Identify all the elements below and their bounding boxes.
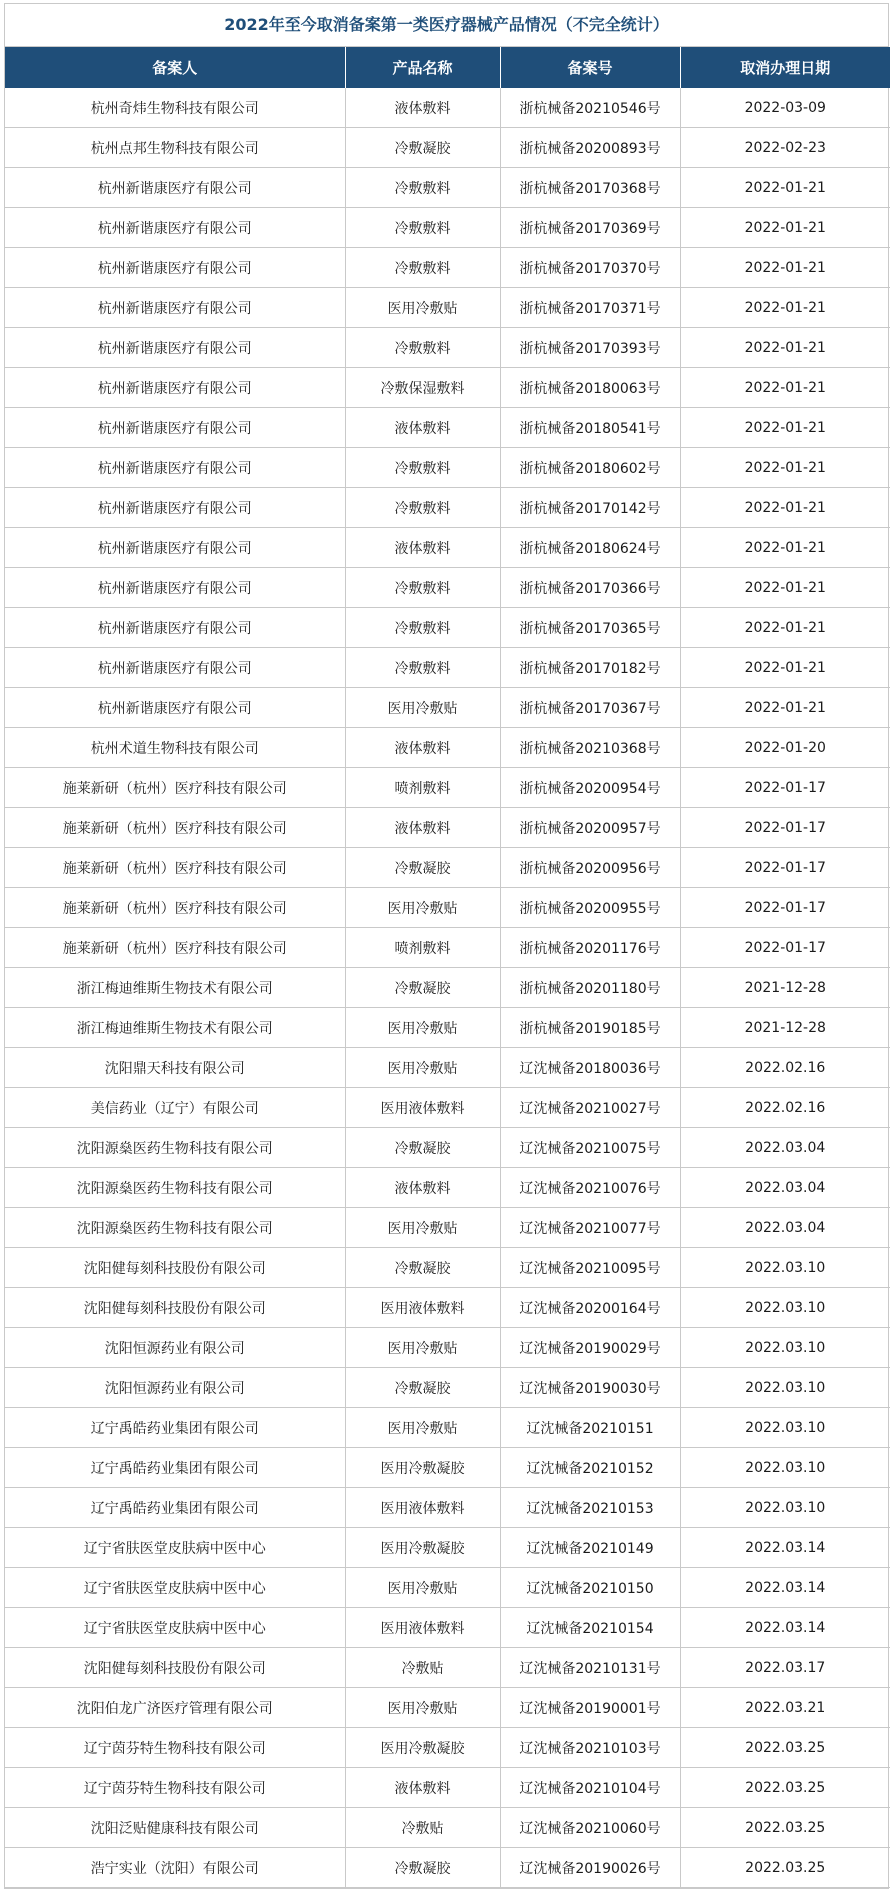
table-row: [5, 1248, 890, 1288]
cancel-date-cell: 2022.03.14: [680, 1528, 890, 1568]
table-row: [5, 128, 890, 168]
cancel-date-cell: 2022-01-21: [680, 648, 890, 688]
cancel-date-cell: 2022-01-21: [680, 608, 890, 648]
table-row: [5, 1088, 890, 1128]
product-name-cell: 冷敷贴: [345, 1648, 500, 1688]
product-name-cell: 冷敷凝胶: [345, 128, 500, 168]
cancel-date-cell: 2022.03.25: [680, 1768, 890, 1808]
cancel-date-cell: 2022.03.10: [680, 1288, 890, 1328]
record-number-cell: 辽沈械备20210131号: [500, 1648, 680, 1688]
product-name-cell: 冷敷凝胶: [345, 1848, 500, 1888]
product-name-cell: 医用冷敷贴: [345, 1208, 500, 1248]
table-row: [5, 808, 890, 848]
record-number-cell: 浙杭械备20200957号: [500, 808, 680, 848]
cancel-date-cell: 2022.03.10: [680, 1368, 890, 1408]
registrant-cell: 沈阳鼎天科技有限公司: [5, 1048, 345, 1088]
table-row: [5, 1568, 890, 1608]
registrant-cell: 辽宁禹皓药业集团有限公司: [5, 1448, 345, 1488]
product-name-cell: 医用液体敷料: [345, 1288, 500, 1328]
product-name-cell: 冷敷敷料: [345, 248, 500, 288]
cancel-date-cell: 2022.03.14: [680, 1608, 890, 1648]
registrant-cell: 沈阳源燊医药生物科技有限公司: [5, 1128, 345, 1168]
registrant-cell: 杭州新谐康医疗有限公司: [5, 448, 345, 488]
record-number-cell: 辽沈械备20190026号: [500, 1848, 680, 1888]
table-row: [5, 88, 890, 128]
registrant-cell: 美信药业（辽宁）有限公司: [5, 1088, 345, 1128]
product-name-cell: 医用液体敷料: [345, 1088, 500, 1128]
cancel-date-cell: 2022.03.10: [680, 1328, 890, 1368]
cancel-date-cell: 2022.03.10: [680, 1488, 890, 1528]
record-number-cell: 辽沈械备20210150: [500, 1568, 680, 1608]
record-number-cell: 辽沈械备20210154: [500, 1608, 680, 1648]
record-number-cell: 辽沈械备20210151: [500, 1408, 680, 1448]
cancel-date-cell: 2022-02-23: [680, 128, 890, 168]
registrant-cell: 杭州新谐康医疗有限公司: [5, 568, 345, 608]
product-name-cell: 冷敷敷料: [345, 168, 500, 208]
cancel-date-cell: 2022-01-21: [680, 408, 890, 448]
record-number-cell: 辽沈械备20210149: [500, 1528, 680, 1568]
registrant-cell: 杭州新谐康医疗有限公司: [5, 608, 345, 648]
cancel-date-cell: 2022-01-21: [680, 448, 890, 488]
table-row: [5, 248, 890, 288]
registrant-cell: 施莱新研（杭州）医疗科技有限公司: [5, 928, 345, 968]
record-number-cell: 辽沈械备20210060号: [500, 1808, 680, 1848]
table-row: [5, 768, 890, 808]
record-number-cell: 浙杭械备20201176号: [500, 928, 680, 968]
cancel-date-cell: 2022-01-21: [680, 288, 890, 328]
cancel-date-cell: 2022-03-09: [680, 88, 890, 128]
registrant-cell: 杭州新谐康医疗有限公司: [5, 648, 345, 688]
column-header-cancel-date: 取消办理日期: [680, 47, 890, 88]
registrant-cell: 杭州术道生物科技有限公司: [5, 728, 345, 768]
table-row: [5, 1768, 890, 1808]
product-name-cell: 喷剂敷料: [345, 768, 500, 808]
record-table-container: [4, 3, 889, 1889]
cancel-date-cell: 2022.03.21: [680, 1688, 890, 1728]
cancel-date-cell: 2022-01-17: [680, 848, 890, 888]
record-number-cell: 浙杭械备20170371号: [500, 288, 680, 328]
table-row: [5, 848, 890, 888]
cancellation-records-table: [5, 47, 890, 1888]
table-row: [5, 688, 890, 728]
product-name-cell: 液体敷料: [345, 408, 500, 448]
registrant-cell: 浙江梅迪维斯生物技术有限公司: [5, 1008, 345, 1048]
product-name-cell: 医用冷敷贴: [345, 1568, 500, 1608]
table-row: [5, 568, 890, 608]
registrant-cell: 沈阳健每刻科技股份有限公司: [5, 1648, 345, 1688]
product-name-cell: 液体敷料: [345, 808, 500, 848]
record-number-cell: 辽沈械备20190029号: [500, 1328, 680, 1368]
product-name-cell: 医用冷敷凝胶: [345, 1728, 500, 1768]
cancel-date-cell: 2022-01-17: [680, 888, 890, 928]
record-number-cell: 浙杭械备20200893号: [500, 128, 680, 168]
record-number-cell: 浙杭械备20170366号: [500, 568, 680, 608]
table-row: [5, 328, 890, 368]
product-name-cell: 冷敷凝胶: [345, 848, 500, 888]
cancel-date-cell: 2022-01-21: [680, 568, 890, 608]
product-name-cell: 医用液体敷料: [345, 1608, 500, 1648]
record-number-cell: 辽沈械备20210103号: [500, 1728, 680, 1768]
cancel-date-cell: 2022.03.25: [680, 1848, 890, 1888]
record-number-cell: 浙杭械备20170182号: [500, 648, 680, 688]
registrant-cell: 辽宁茵芬特生物科技有限公司: [5, 1728, 345, 1768]
table-row: [5, 648, 890, 688]
record-number-cell: 辽沈械备20210027号: [500, 1088, 680, 1128]
product-name-cell: 液体敷料: [345, 1168, 500, 1208]
registrant-cell: 杭州点邦生物科技有限公司: [5, 128, 345, 168]
product-name-cell: 冷敷凝胶: [345, 1368, 500, 1408]
product-name-cell: 冷敷凝胶: [345, 968, 500, 1008]
record-number-cell: 辽沈械备20210153: [500, 1488, 680, 1528]
record-number-cell: 浙杭械备20200954号: [500, 768, 680, 808]
cancel-date-cell: 2021-12-28: [680, 968, 890, 1008]
record-number-cell: 辽沈械备20190001号: [500, 1688, 680, 1728]
cancel-date-cell: 2022.02.16: [680, 1088, 890, 1128]
cancel-date-cell: 2022.03.25: [680, 1808, 890, 1848]
record-number-cell: 浙杭械备20170393号: [500, 328, 680, 368]
table-row: [5, 1208, 890, 1248]
registrant-cell: 沈阳源燊医药生物科技有限公司: [5, 1168, 345, 1208]
product-name-cell: 液体敷料: [345, 528, 500, 568]
cancel-date-cell: 2022.03.04: [680, 1208, 890, 1248]
registrant-cell: 浙江梅迪维斯生物技术有限公司: [5, 968, 345, 1008]
table-row: [5, 928, 890, 968]
cancel-date-cell: 2022.03.25: [680, 1728, 890, 1768]
table-row: [5, 168, 890, 208]
registrant-cell: 杭州新谐康医疗有限公司: [5, 488, 345, 528]
registrant-cell: 辽宁省肤医堂皮肤病中医中心: [5, 1568, 345, 1608]
cancel-date-cell: 2022-01-21: [680, 528, 890, 568]
cancel-date-cell: 2022-01-21: [680, 248, 890, 288]
product-name-cell: 液体敷料: [345, 1768, 500, 1808]
cancel-date-cell: 2022-01-21: [680, 688, 890, 728]
record-number-cell: 浙杭械备20170368号: [500, 168, 680, 208]
product-name-cell: 医用冷敷贴: [345, 288, 500, 328]
registrant-cell: 辽宁禹皓药业集团有限公司: [5, 1488, 345, 1528]
product-name-cell: 医用冷敷贴: [345, 888, 500, 928]
product-name-cell: 液体敷料: [345, 88, 500, 128]
registrant-cell: 施莱新研（杭州）医疗科技有限公司: [5, 888, 345, 928]
product-name-cell: 医用冷敷贴: [345, 1008, 500, 1048]
registrant-cell: 杭州新谐康医疗有限公司: [5, 288, 345, 328]
table-row: [5, 1608, 890, 1648]
registrant-cell: 辽宁省肤医堂皮肤病中医中心: [5, 1608, 345, 1648]
table-row: [5, 1288, 890, 1328]
registrant-cell: 杭州奇炜生物科技有限公司: [5, 88, 345, 128]
table-row: [5, 368, 890, 408]
cancel-date-cell: 2022.03.04: [680, 1128, 890, 1168]
record-number-cell: 辽沈械备20210076号: [500, 1168, 680, 1208]
record-number-cell: 浙杭械备20170367号: [500, 688, 680, 728]
table-row: [5, 608, 890, 648]
registrant-cell: 沈阳泛贴健康科技有限公司: [5, 1808, 345, 1848]
record-number-cell: 浙杭械备20180063号: [500, 368, 680, 408]
table-row: [5, 968, 890, 1008]
registrant-cell: 沈阳伯龙广济医疗管理有限公司: [5, 1688, 345, 1728]
cancel-date-cell: 2022-01-21: [680, 488, 890, 528]
cancel-date-cell: 2022.03.04: [680, 1168, 890, 1208]
table-row: [5, 1448, 890, 1488]
registrant-cell: 杭州新谐康医疗有限公司: [5, 248, 345, 288]
column-header-registrant: 备案人: [5, 47, 345, 88]
registrant-cell: 沈阳健每刻科技股份有限公司: [5, 1248, 345, 1288]
table-row: [5, 1648, 890, 1688]
table-row: [5, 1368, 890, 1408]
table-title: 2022年至今取消备案第一类医疗器械产品情况（不完全统计）: [5, 4, 888, 47]
registrant-cell: 辽宁茵芬特生物科技有限公司: [5, 1768, 345, 1808]
product-name-cell: 医用冷敷贴: [345, 1328, 500, 1368]
product-name-cell: 冷敷敷料: [345, 648, 500, 688]
cancel-date-cell: 2022-01-17: [680, 768, 890, 808]
table-row: [5, 1808, 890, 1848]
registrant-cell: 杭州新谐康医疗有限公司: [5, 368, 345, 408]
product-name-cell: 医用液体敷料: [345, 1488, 500, 1528]
table-row: [5, 1688, 890, 1728]
cancel-date-cell: 2022.03.14: [680, 1568, 890, 1608]
cancel-date-cell: 2022-01-21: [680, 208, 890, 248]
product-name-cell: 医用冷敷贴: [345, 1048, 500, 1088]
registrant-cell: 杭州新谐康医疗有限公司: [5, 168, 345, 208]
product-name-cell: 冷敷敷料: [345, 328, 500, 368]
cancel-date-cell: 2022-01-21: [680, 168, 890, 208]
table-row: [5, 728, 890, 768]
product-name-cell: 冷敷敷料: [345, 608, 500, 648]
record-number-cell: 浙杭械备20170370号: [500, 248, 680, 288]
cancel-date-cell: 2022.02.16: [680, 1048, 890, 1088]
registrant-cell: 施莱新研（杭州）医疗科技有限公司: [5, 808, 345, 848]
table-row: [5, 1128, 890, 1168]
product-name-cell: 医用冷敷贴: [345, 1688, 500, 1728]
cancel-date-cell: 2022.03.10: [680, 1248, 890, 1288]
product-name-cell: 冷敷保湿敷料: [345, 368, 500, 408]
registrant-cell: 杭州新谐康医疗有限公司: [5, 208, 345, 248]
registrant-cell: 施莱新研（杭州）医疗科技有限公司: [5, 848, 345, 888]
record-number-cell: 浙杭械备20210368号: [500, 728, 680, 768]
record-number-cell: 浙杭械备20170142号: [500, 488, 680, 528]
registrant-cell: 沈阳恒源药业有限公司: [5, 1368, 345, 1408]
table-row: [5, 1848, 890, 1888]
product-name-cell: 冷敷贴: [345, 1808, 500, 1848]
product-name-cell: 医用冷敷凝胶: [345, 1448, 500, 1488]
table-header-row: [5, 47, 890, 88]
record-number-cell: 浙杭械备20210546号: [500, 88, 680, 128]
product-name-cell: 冷敷凝胶: [345, 1128, 500, 1168]
record-number-cell: 辽沈械备20180036号: [500, 1048, 680, 1088]
table-row: [5, 1488, 890, 1528]
product-name-cell: 冷敷凝胶: [345, 1248, 500, 1288]
registrant-cell: 杭州新谐康医疗有限公司: [5, 528, 345, 568]
product-name-cell: 医用冷敷贴: [345, 1408, 500, 1448]
record-number-cell: 浙杭械备20180541号: [500, 408, 680, 448]
table-body: [5, 88, 890, 1888]
table-row: [5, 1408, 890, 1448]
record-number-cell: 辽沈械备20210095号: [500, 1248, 680, 1288]
cancel-date-cell: 2022.03.17: [680, 1648, 890, 1688]
table-row: [5, 528, 890, 568]
product-name-cell: 医用冷敷贴: [345, 688, 500, 728]
record-number-cell: 辽沈械备20210075号: [500, 1128, 680, 1168]
table-row: [5, 488, 890, 528]
cancel-date-cell: 2022-01-17: [680, 928, 890, 968]
registrant-cell: 辽宁禹皓药业集团有限公司: [5, 1408, 345, 1448]
registrant-cell: 辽宁省肤医堂皮肤病中医中心: [5, 1528, 345, 1568]
product-name-cell: 液体敷料: [345, 728, 500, 768]
cancel-date-cell: 2022-01-21: [680, 368, 890, 408]
table-row: [5, 1048, 890, 1088]
record-number-cell: 浙杭械备20180624号: [500, 528, 680, 568]
record-number-cell: 浙杭械备20200956号: [500, 848, 680, 888]
cancel-date-cell: 2022.03.10: [680, 1408, 890, 1448]
column-header-record-number: 备案号: [500, 47, 680, 88]
record-number-cell: 辽沈械备20190030号: [500, 1368, 680, 1408]
record-number-cell: 浙杭械备20190185号: [500, 1008, 680, 1048]
record-number-cell: 浙杭械备20201180号: [500, 968, 680, 1008]
cancel-date-cell: 2022-01-17: [680, 808, 890, 848]
column-header-product-name: 产品名称: [345, 47, 500, 88]
cancel-date-cell: 2022-01-21: [680, 328, 890, 368]
registrant-cell: 沈阳健每刻科技股份有限公司: [5, 1288, 345, 1328]
table-row: [5, 1728, 890, 1768]
cancel-date-cell: 2022.03.10: [680, 1448, 890, 1488]
product-name-cell: 冷敷敷料: [345, 488, 500, 528]
record-number-cell: 浙杭械备20200955号: [500, 888, 680, 928]
product-name-cell: 冷敷敷料: [345, 568, 500, 608]
registrant-cell: 杭州新谐康医疗有限公司: [5, 688, 345, 728]
record-number-cell: 浙杭械备20180602号: [500, 448, 680, 488]
table-row: [5, 288, 890, 328]
record-number-cell: 辽沈械备20210152: [500, 1448, 680, 1488]
record-number-cell: 浙杭械备20170369号: [500, 208, 680, 248]
registrant-cell: 沈阳源燊医药生物科技有限公司: [5, 1208, 345, 1248]
table-row: [5, 1528, 890, 1568]
registrant-cell: 浩宁实业（沈阳）有限公司: [5, 1848, 345, 1888]
table-row: [5, 1328, 890, 1368]
product-name-cell: 冷敷敷料: [345, 448, 500, 488]
record-number-cell: 辽沈械备20210104号: [500, 1768, 680, 1808]
registrant-cell: 杭州新谐康医疗有限公司: [5, 328, 345, 368]
table-row: [5, 408, 890, 448]
table-row: [5, 888, 890, 928]
registrant-cell: 施莱新研（杭州）医疗科技有限公司: [5, 768, 345, 808]
record-number-cell: 浙杭械备20170365号: [500, 608, 680, 648]
table-row: [5, 1168, 890, 1208]
table-row: [5, 208, 890, 248]
table-row: [5, 448, 890, 488]
table-row: [5, 1008, 890, 1048]
registrant-cell: 沈阳恒源药业有限公司: [5, 1328, 345, 1368]
product-name-cell: 医用冷敷凝胶: [345, 1528, 500, 1568]
record-number-cell: 辽沈械备20200164号: [500, 1288, 680, 1328]
product-name-cell: 喷剂敷料: [345, 928, 500, 968]
cancel-date-cell: 2022-01-20: [680, 728, 890, 768]
cancel-date-cell: 2021-12-28: [680, 1008, 890, 1048]
registrant-cell: 杭州新谐康医疗有限公司: [5, 408, 345, 448]
product-name-cell: 冷敷敷料: [345, 208, 500, 248]
record-number-cell: 辽沈械备20210077号: [500, 1208, 680, 1248]
